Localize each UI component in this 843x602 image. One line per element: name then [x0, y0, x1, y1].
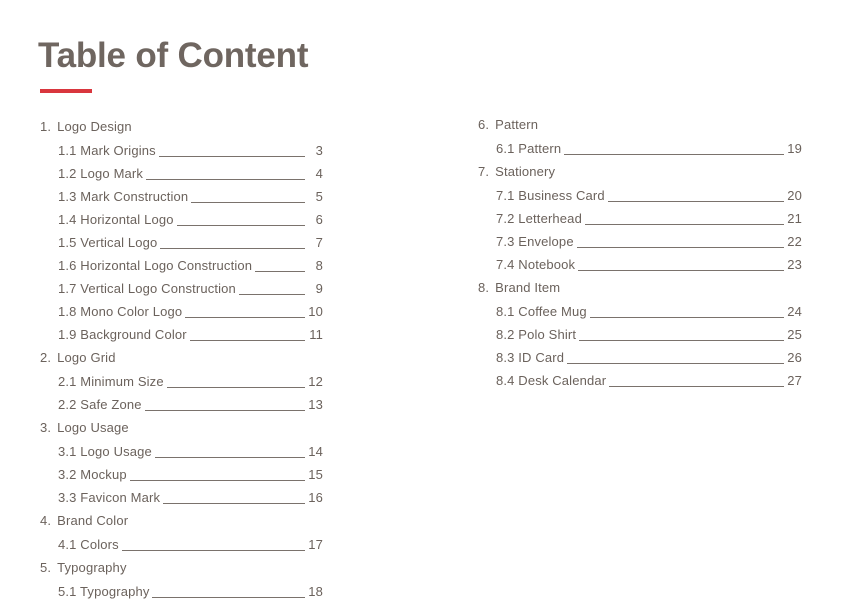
page-title: Table of Content: [38, 36, 309, 75]
leader-line: [145, 410, 305, 411]
page-number: 5: [315, 189, 323, 204]
entry-label: 7.3 Envelope: [496, 234, 574, 249]
toc-entry[interactable]: [478, 368, 802, 391]
toc-entry[interactable]: [40, 532, 323, 555]
page-number: 17: [308, 537, 323, 552]
toc-section[interactable]: [40, 345, 323, 369]
leader-line: [191, 202, 305, 203]
toc-entry[interactable]: [478, 229, 802, 252]
page-number: 23: [787, 257, 802, 272]
section-title: Logo Design: [57, 119, 132, 134]
toc-entry[interactable]: [478, 345, 802, 368]
toc-section[interactable]: [40, 114, 323, 138]
page-number: 12: [308, 374, 323, 389]
entry-label: 8.4 Desk Calendar: [496, 373, 607, 388]
leader-line: [239, 294, 305, 295]
section-title: Stationery: [495, 164, 556, 179]
toc-column-right: [478, 112, 802, 391]
entry-label: 4.1 Colors: [58, 537, 119, 552]
page-number: 18: [308, 584, 323, 599]
section-title: Brand Item: [495, 280, 561, 295]
section-title: Logo Grid: [57, 350, 116, 365]
entry-label: 1.7 Vertical Logo Construction: [58, 281, 236, 296]
toc-entry[interactable]: [478, 322, 802, 345]
section-number: 2.: [40, 350, 52, 365]
section-title: Typography: [57, 560, 127, 575]
entry-label: 5.1 Typography: [58, 584, 150, 599]
toc-entry[interactable]: [40, 138, 323, 161]
toc-section[interactable]: [40, 415, 323, 439]
entry-label: 3.2 Mockup: [58, 467, 127, 482]
section-number: 5.: [40, 560, 52, 575]
page-number: 24: [787, 304, 802, 319]
section-title: Pattern: [495, 117, 539, 132]
page-number: 9: [315, 281, 323, 296]
entry-label: 1.5 Vertical Logo: [58, 235, 158, 250]
toc-entry[interactable]: [40, 184, 323, 207]
toc-section[interactable]: [40, 508, 323, 532]
entry-label: 1.6 Horizontal Logo Construction: [58, 258, 253, 273]
page-number: 16: [308, 490, 323, 505]
toc-entry[interactable]: [40, 369, 323, 392]
entry-label: 1.1 Mark Origins: [58, 143, 156, 158]
toc-entry[interactable]: [40, 392, 323, 415]
leader-line: [167, 387, 305, 388]
entry-label: 1.8 Mono Color Logo: [58, 304, 183, 319]
leader-line: [578, 270, 784, 271]
entry-label: 8.1 Coffee Mug: [496, 304, 587, 319]
leader-line: [579, 340, 784, 341]
toc-section[interactable]: [40, 555, 323, 579]
section-number: 4.: [40, 513, 52, 528]
page-number: 11: [309, 327, 323, 342]
section-number: 8.: [478, 280, 490, 295]
section-title: Brand Color: [57, 513, 129, 528]
page-number: 15: [308, 467, 323, 482]
entry-label: 7.4 Notebook: [496, 257, 576, 272]
title-accent-bar: [40, 89, 92, 93]
section-number: 7.: [478, 164, 490, 179]
toc-section[interactable]: [478, 275, 802, 299]
leader-line: [185, 317, 305, 318]
toc-entry[interactable]: [40, 322, 323, 345]
entry-label: 2.2 Safe Zone: [58, 397, 142, 412]
toc-entry[interactable]: [478, 183, 802, 206]
leader-line: [160, 248, 305, 249]
leader-line: [163, 503, 305, 504]
toc-entry[interactable]: [478, 206, 802, 229]
page-number: 13: [308, 397, 323, 412]
entry-label: 3.1 Logo Usage: [58, 444, 152, 459]
page-number: 20: [787, 188, 802, 203]
section-title: Logo Usage: [57, 420, 129, 435]
leader-line: [130, 480, 305, 481]
page-number: 7: [315, 235, 323, 250]
leader-line: [155, 457, 305, 458]
toc-entry[interactable]: [40, 161, 323, 184]
toc-entry[interactable]: [478, 299, 802, 322]
leader-line: [122, 550, 305, 551]
toc-entry[interactable]: [478, 252, 802, 275]
page-number: 6: [315, 212, 323, 227]
page-number: 4: [315, 166, 323, 181]
page-number: 10: [308, 304, 323, 319]
section-number: 3.: [40, 420, 52, 435]
page-number: 26: [787, 350, 802, 365]
page-number: 22: [787, 234, 802, 249]
leader-line: [608, 201, 784, 202]
toc-entry[interactable]: [40, 207, 323, 230]
toc-section[interactable]: [478, 112, 802, 136]
leader-line: [159, 156, 305, 157]
leader-line: [177, 225, 305, 226]
leader-line: [146, 179, 305, 180]
entry-label: 8.2 Polo Shirt: [496, 327, 577, 342]
leader-line: [190, 340, 305, 341]
entry-label: 2.1 Minimum Size: [58, 374, 164, 389]
toc-entry[interactable]: [40, 439, 323, 462]
page-number: 14: [308, 444, 323, 459]
entry-label: 1.4 Horizontal Logo: [58, 212, 174, 227]
toc-section[interactable]: [478, 159, 802, 183]
toc-entry[interactable]: [40, 276, 323, 299]
page-number: 27: [787, 373, 802, 388]
leader-line: [567, 363, 784, 364]
page-number: 3: [315, 143, 323, 158]
entry-label: 7.1 Business Card: [496, 188, 605, 203]
entry-label: 1.2 Logo Mark: [58, 166, 144, 181]
entry-label: 8.3 ID Card: [496, 350, 565, 365]
page-number: 19: [787, 141, 802, 156]
toc-column-left: [40, 114, 323, 602]
entry-label: 3.3 Favicon Mark: [58, 490, 161, 505]
leader-line: [255, 271, 305, 272]
toc-entry[interactable]: [40, 299, 323, 322]
page-number: 8: [315, 258, 323, 273]
toc-entry[interactable]: [40, 253, 323, 276]
leader-line: [564, 154, 784, 155]
page-number: 21: [787, 211, 802, 226]
section-number: 6.: [478, 117, 490, 132]
leader-line: [577, 247, 784, 248]
page-number: 25: [787, 327, 802, 342]
toc-entry[interactable]: [40, 579, 323, 602]
section-number: 1.: [40, 119, 52, 134]
toc-entry[interactable]: [478, 136, 802, 159]
toc-entry[interactable]: [40, 462, 323, 485]
toc-entry[interactable]: [40, 230, 323, 253]
leader-line: [585, 224, 784, 225]
leader-line: [152, 597, 305, 598]
leader-line: [609, 386, 784, 387]
entry-label: 1.3 Mark Construction: [58, 189, 189, 204]
leader-line: [590, 317, 784, 318]
entry-label: 1.9 Background Color: [58, 327, 187, 342]
toc-entry[interactable]: [40, 485, 323, 508]
entry-label: 6.1 Pattern: [496, 141, 562, 156]
entry-label: 7.2 Letterhead: [496, 211, 582, 226]
